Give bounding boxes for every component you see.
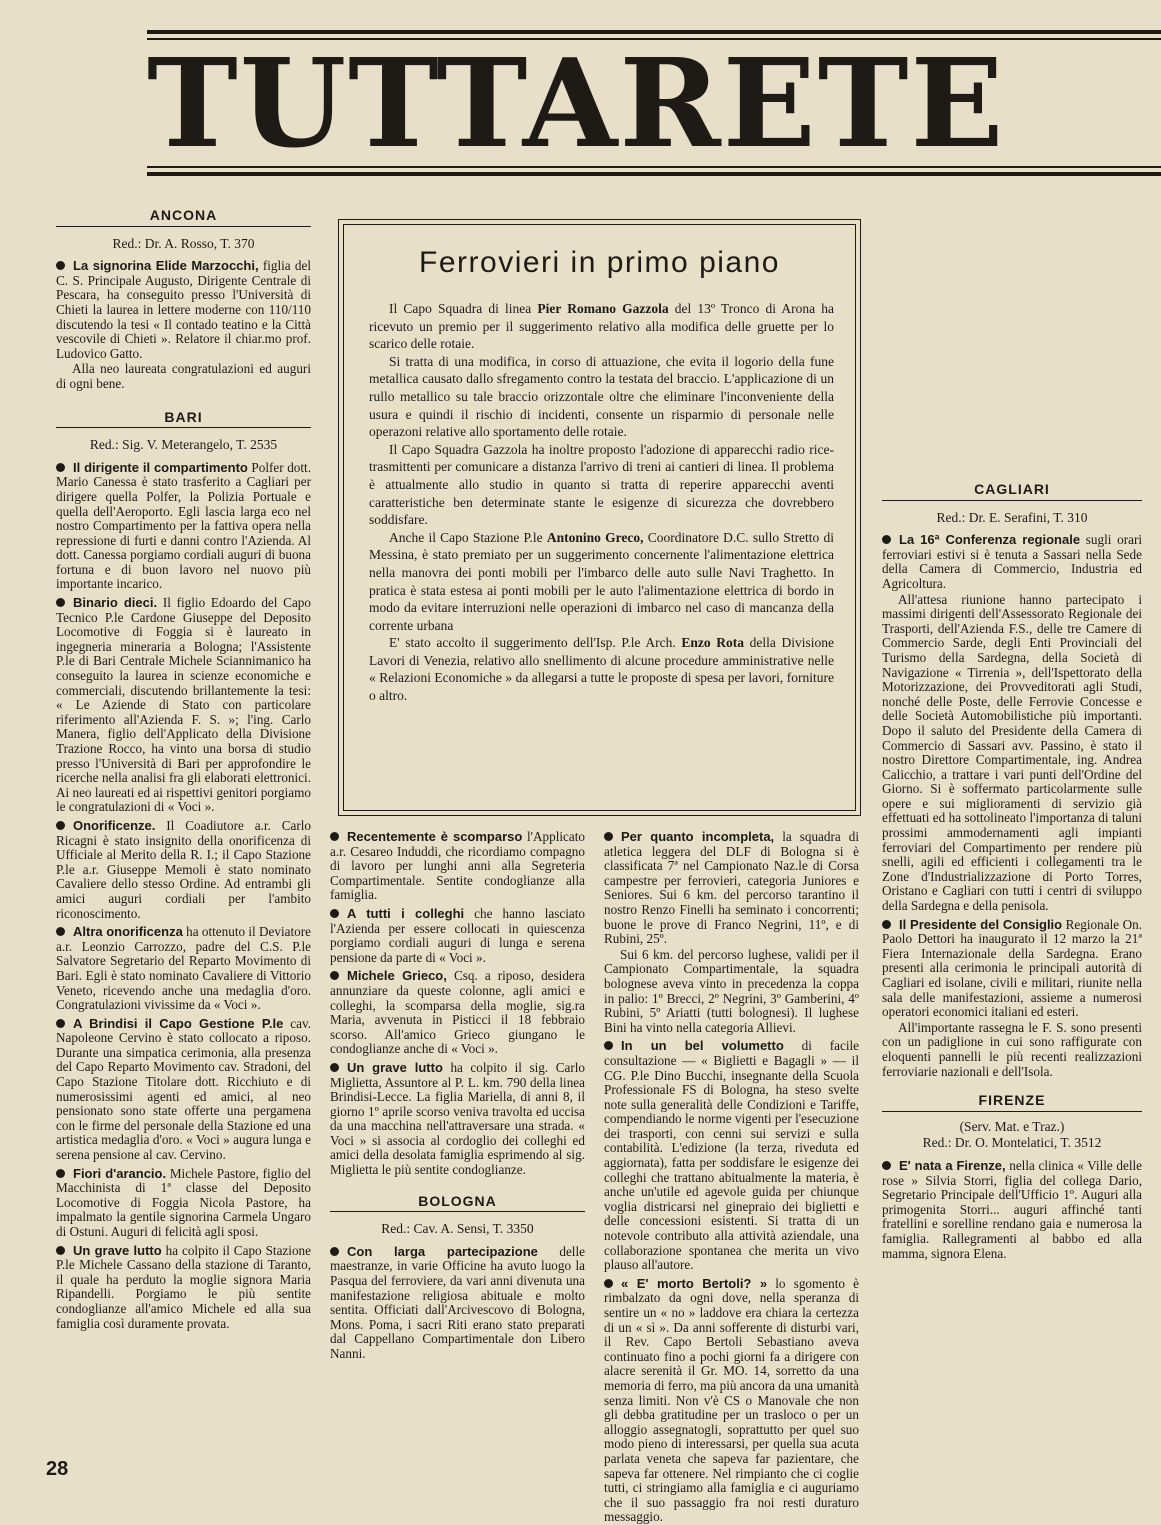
bullet-icon	[56, 1169, 65, 1178]
feature-paragraph: Il Capo Squadra Gazzola ha inoltre proposto l'adozione di apparecchi radio rice-trasmittenti per comunicare a distanza l'arrivo di treni ai cantieri di linea. Il problema è attualmente allo studio in quanto si tratta di reperire apparecchi aventi caratteristiche ben determinate stante le esigenze di sicurezza che dovrebbero soddisfare.	[369, 441, 834, 528]
article-item: Un grave lutto ha colpito il Capo Stazione P.le Michele Cassano della stazione di Taranto, il quale ha perduto la moglie signora Maria Ripandelli. Porgiamo le più sentite condoglianze all'amico Michele ed alla sua famiglia così duramente provata.	[56, 1242, 311, 1331]
section-heading-cagliari: CAGLIARI	[974, 481, 1050, 497]
masthead-top-rule-1	[147, 30, 1161, 34]
page-number: 28	[46, 1458, 69, 1480]
article-item: A tutti i colleghi che hanno lasciato l'Azienda per essere collocati in quiescenza porgiamo cordiali auguri di lunga e serena pensione da parte di « Voci ».	[330, 905, 585, 965]
feature-paragraph: Il Capo Squadra di linea Pier Romano Gazzola del 13º Tronco di Arona ha ricevuto un premio per il suggerimento relativo alla modifica delle gruette per lo scarico delle rotaie.	[369, 301, 835, 352]
article-paragraph: All'importante rassegna le F. S. sono presenti con un padiglione in cui sono raffigurate con eloquenti pannelli le più recenti realizzazioni ferroviarie nazionali e dell'Isola.	[882, 1019, 1142, 1079]
masthead-bottom-rule-1	[147, 166, 1161, 168]
feature-paragraph: E' stato accolto il suggerimento dell'Isp. P.le Arch. Enzo Rota della Divisione Lavori di Venezia, relativo allo snellimento di alcune procedure amministrative nelle « Relazioni Economiche » da allegarsi a tutte le proposte di spesa per lavori, forniture o altro.	[369, 635, 835, 704]
article-item: Per quanto incompleta, la squadra di atletica leggera del DLF di Bologna si è classificata 7ª nel Campionato Naz.le di Corsa campestre per ferrovieri, categoria Juniores e Seniores. Sui 6 km. del percorso tarantino il nostro Renzo Finelli ha seminato i concorrenti; buone le prove di Franco Negrini, 11º, e di Rubini, 25º.	[604, 829, 859, 947]
section-heading-ancona: ANCONA	[149, 207, 218, 223]
feature-paragraph: Anche il Capo Stazione P.le Antonino Greco, Coordinatore D.C. sullo Stretto di Messina, è stato premiato per un suggerimento concernente l'alimentazione elettrica nella manovra dei ponti mobili per l'imbarco delle auto sulle Navi Traghetto. In pratica è stata estesa ai ponti mobili per le auto l'alimentazione elettrica di bordo in modo da evitare interruzioni nelle operazioni di imbarco nel caso di mancanza della corrente urbana	[369, 529, 835, 633]
service-line-firenze: (Serv. Mat. e Traz.)	[959, 1118, 1065, 1134]
bullet-icon	[604, 1041, 613, 1050]
column-1	[56, 208, 311, 1331]
bullet-icon	[56, 463, 65, 472]
bullet-icon	[56, 927, 65, 936]
bullet-icon	[56, 821, 65, 830]
article-paragraph: Alla neo laureata congratulazioni ed auguri di ogni bene.	[56, 361, 311, 391]
masthead-top-rule-2	[147, 38, 1161, 40]
section-heading-firenze: FIRENZE	[978, 1092, 1046, 1109]
bullet-icon	[330, 971, 339, 980]
bullet-icon	[604, 832, 613, 841]
section-rule	[882, 1111, 1142, 1112]
editor-line-bologna: Red.: Cav. A. Sensi, T. 3350	[381, 1221, 534, 1237]
article-item: Il Presidente del Consiglio Regionale On. Paolo Dettori ha inaugurato il 12 marzo la 21ª Fiera Internazionale della Sardegna. Erano presenti alla cerimonia le principali autorità di Cagliari ed isolane, civili e militari, riunite nella sala delle manifestazioni, assieme a numerosi operatori economici italiani ed esteri.	[882, 916, 1142, 1020]
feature-title: Ferrovieri in primo piano	[419, 246, 780, 279]
section-rule	[56, 427, 311, 428]
editor-line-bari: Red.: Sig. V. Meterangelo, T. 2535	[89, 437, 278, 453]
article-paragraph: All'attesa riunione hanno partecipato i massimi dirigenti dell'Assessorato Regionale dei Trasporti, dell'Azienda F.S., delle tre Camere di Commercio Sarde, degli Enti Provinciali del Turismo della Sardegna, della Società di Navigazione « Tirrenia », dell'Ispettorato della Motorizzazione, dei Provveditorati agli Studi, nonché delle Poste, delle Ferrovie Concesse e delle Società Automobilistiche più importanti. Dopo il saluto del Presidente della Camera di Commercio di Sassari avv. Passino, è stato il nostro Direttore Compartimentale, ing. Andrea Calicchio, a trattare i vari punti dell'Ordine del Giorno. Si è soffermato particolarmente sulle opere e sui miglioramenti di servizio già effettuati ed ha sottolineato l'importanza di taluni prossimi ammodernamenti agli impianti ferroviari del Compartimento per rendere più snelli, agili ed efficienti i collegamenti tra le Zone d'Industrializzazione di Porto Torres, Oristano e Cagliari con tutti i centri di sviluppo della Sardegna e della penisola.	[882, 591, 1142, 914]
section-heading-bologna: BOLOGNA	[418, 1192, 497, 1209]
article-item: La 16ª Conferenza regionale sugli orari ferroviari estivi si è tenuta a Sassari nella Sede della Camera di Commercio, Industria ed Agricoltura.	[882, 532, 1143, 591]
masthead-bottom-rule-2	[147, 172, 1161, 176]
bullet-icon	[56, 261, 65, 270]
article-item: Binario dieci. Il figlio Edoardo del Capo Tecnico P.le Cardone Giuseppe del Deposito Locomotive di Foggia si è laureato in ingegneria mineraria a Bologna; l'Assistente P.le di Bari Centrale Michele Sciannimanico ha conseguito la laurea in scienze economiche e commerciali, discutendo brillantemente la tesi: « Le Aziende di Stato con particolare riferimento all'Azienda F. S. »; l'ing. Carlo Manera, figlio dell'Applicato della Divisione Trazione Rocco, ha vinto una borsa di studio presso l'Università di Bari per approfondire le ricerche nella analisi fra gli elaborati elettronici. Ai neo laureati ed ai rispettivi genitori porgiamo le congratulazioni di « Voci ».	[56, 595, 312, 815]
bullet-icon	[330, 1063, 339, 1072]
article-item: Fiori d'arancio. Michele Pastore, figlio del Macchinista di 1ª classe del Deposito Locomotive di Foggia Nicola Pastore, ha impalmato la gentile signorina Carmela Ungaro di Ostuni. Auguri di felicità agli sposi.	[56, 1165, 312, 1239]
editor-line-firenze: Red.: Dr. O. Montelatici, T. 3512	[922, 1135, 1102, 1151]
bullet-icon	[604, 1279, 613, 1288]
article-item: La signorina Elide Marzocchi, figlia del C. S. Principale Augusto, Dirigente Centrale di Pescara, ha conseguito presso l'Università di Chieti la laurea in lettere moderne con 110/110 discutendo la tesi « Il contado teatino e la Città vescovile di Chieti ». Relatore il chiar.mo prof. Ludovico Gatto.	[56, 258, 311, 361]
article-item: Michele Grieco, Csq. a riposo, desidera annunziare da queste colonne, agli amici e colleghi, la scomparsa della moglie, sig.ra Maria, avvenuta in Pisticci il 18 febbraio scorso. All'amico Grieco giungano le condoglianze anche di « Voci ».	[330, 968, 586, 1057]
bullet-icon	[330, 832, 339, 841]
article-item: E' nata a Firenze, nella clinica « Ville delle rose » Silvia Storri, figlia del collega Dario, Segretario Principale dell'Ufficio 1º. Auguri alla primogenita Storri... auguri affinché tanti fratellini e sorelline rendano gaia e numerosa la famiglia. Rallegramenti al babbo ed alla mamma, signora Elena.	[882, 1157, 1142, 1261]
section-rule	[882, 500, 1142, 501]
article-item: Un grave lutto ha colpito il sig. Carlo Miglietta, Assuntore al P. L. km. 790 della linea Brindisi-Lecce. La figlia Mariella, di anni 8, il giorno 1º aprile scorso veniva travolta ed uccisa da una macchina nell'attraversare una strada. « Voci » si associa al cordoglio dei colleghi ed amici della desolata famiglia esprimendo al sig. Miglietta le più sentite condoglianze.	[330, 1059, 585, 1178]
masthead-title: TUTTARETE	[147, 44, 1006, 162]
bullet-icon	[56, 1019, 65, 1028]
bullet-icon	[882, 535, 891, 544]
column-2	[330, 826, 585, 1362]
bullet-icon	[330, 1247, 339, 1256]
column-4	[882, 474, 1142, 1261]
article-item: In un bel volumetto di facile consultazione — « Biglietti e Bagagli » — il CG. P.le Dino Bucchi, insegnante della Scuola Professionale FS di Bologna, ha steso svelte note sulla generalità delle Condizioni e Tariffe, compendiando le norme vigenti per l'esecuzione dei trasporti, con cenni sui servizi e sulla contabilità. L'edizione (la terza, riveduta ed aggiornata), fatta per soddisfare le esigenze dei colleghi che trattano abitualmente la materia, è anche un'utile ed agevole guida per chiunque voglia districarsi nel ginepraio dei biglietti e delle concessioni esistenti. Si tratta di un notevole contributo alla attività aziendale, una collaborazione spontanea che merita un vivo plauso all'autore.	[604, 1038, 859, 1273]
article-item: « E' morto Bertoli? » lo sgomento è rimbalzato da ogni dove, nella speranza di sentire un « no » laddove era chiara la certezza di un « sì ». Da anni sofferente di disturbi vari, il Rev. Capo Bertoli Sebastiano aveva continuato fino a pochi giorni fa a dirigere con alacre serenità il Gr. MO. 14, sorretto da una memoria di ferro, ma più ancora da una umanità senza limiti. Non v'è CS o Manovale che non gli debba gratitudine per un trasloco o per un alloggio assegnatogli, soprattutto per quel suo modo pieno di interessarsi, per quella sua acuta parlata veneta che sapeva far pazientare, che sapeva far ottenere. Nel rimpianto che ci coglie tutti, ci stringiamo alla famiglia e ci auguriamo che il suo passaggio fra noi resti duraturo messaggio.	[604, 1275, 859, 1525]
article-item: A Brindisi il Capo Gestione P.le cav. Napoleone Cervino è stato collocato a riposo. Durante una simpatica cerimonia, alla presenza del Capo Reparto Movimento cav. Stradoni, del Capo Stazione Titolare dott. Ricchiuto e di numerosissimi agenti ed amici, al neo pensionato sono state offerte una pergamena con le firme del personale della Stazione ed una artistica medaglia d'oro. « Voci » augura lunga e serena pensione al cav. Cervino.	[56, 1015, 312, 1163]
section-rule	[56, 226, 311, 227]
section-heading-bari: BARI	[164, 408, 203, 425]
feature-text	[369, 300, 834, 705]
editor-line-cagliari: Red.: Dr. E. Serafini, T. 310	[936, 509, 1088, 525]
column-3	[604, 826, 859, 1525]
feature-box	[338, 219, 861, 816]
bullet-icon	[882, 1161, 891, 1170]
bullet-icon	[882, 920, 891, 929]
section-rule	[330, 1211, 585, 1212]
article-paragraph: Sui 6 km. del percorso lughese, validi per il Campionato Compartimentale, la squadra bolognese aveva vinto in precedenza la coppa in palio: 1º Brecci, 2º Negrini, 3º Gamberini, 4º Rubini, 5º Ariatti (tutti bolognesi). Il lughese Bini ha vinto nella categoria Allievi.	[604, 946, 859, 1035]
editor-line-ancona: Red.: Dr. A. Rosso, T. 370	[112, 235, 255, 251]
article-item: Onorificenze. Il Coadiutore a.r. Carlo Ricagni è stato insignito della onorificenza di Ufficiale al Merito della R. I.; il Capo Stazione P.le a.r. Giuseppe Memoli è stato nominato Cavaliere dello stesso Ordine. Ad entrambi gli amici auguri cordiali per l'ambito riconoscimento.	[56, 817, 312, 921]
article-item: Il dirigente il compartimento Polfer dott. Mario Canessa è stato trasferito a Cagliari per dirigere quella Polfer, la Polizia Portuale e quella dell'Aeroporto. Egli lascia larga eco nel nostro Compartimento per la fattiva opera nella repressione di furti e danni contro l'Azienda. Al dott. Canessa porgiamo cordiali auguri di buona fortuna e di buon lavoro nel nuovo più importante incarico.	[56, 459, 312, 592]
article-item: Altra onorificenza ha ottenuto il Deviatore a.r. Leonzio Carrozzo, padre del C.S. P.le Salvatore Segretario del Reparto Movimento di Bari. Egli è stato nominato Cavaliere di Vittorio Veneto, ricevendo anche una medaglia d'oro. Congratulazioni vivissime da « Voci ».	[56, 924, 312, 1013]
bullet-icon	[330, 909, 339, 918]
bullet-icon	[56, 598, 65, 607]
feature-paragraph: Si tratta di una modifica, in corso di attuazione, che evita il logorio della fune metallica causato dallo sfregamento contro la testata del braccio. L'applicazione di un rullo metallico su tale braccio orizzontale oltre che eliminare l'inconveniente della usura e quindi il rischio di incidenti, consente un risparmio di personale nelle operazoni relative allo sportamento delle rotaie.	[369, 353, 834, 440]
bullet-icon	[56, 1246, 65, 1255]
article-item: Con larga partecipazione delle maestranze, in varie Officine ha avuto luogo la Pasqua del ferroviere, da vari anni divenuta una manifestazione religiosa abituale e molto sentita. Officiati dall'Arcivescovo di Bologna, Mons. Poma, i sacri Riti erano stato preparati dal Cappellano Compartimentale don Libero Nanni.	[330, 1243, 585, 1361]
article-item: Recentemente è scomparso l'Applicato a.r. Cesareo Induddi, che ricordiamo compagno di lavoro per lunghi anni alla Segreteria Compartimentale. Sentite condoglianze alla famiglia.	[330, 829, 585, 903]
